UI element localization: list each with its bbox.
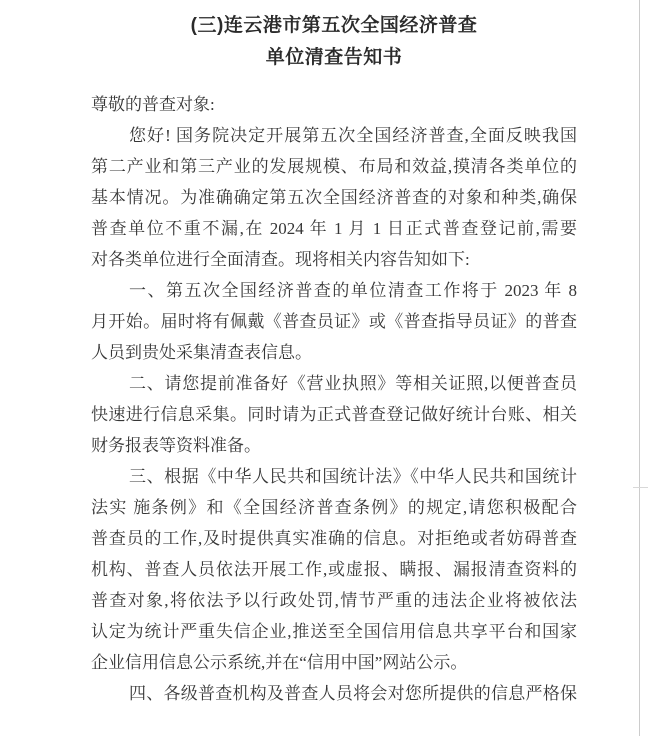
body-line: 基本情况。为准确确定第五次全国经济普查的对象和种类,确保 [91,188,577,207]
body-line: 人员到贵处采集清查表信息。 [91,343,312,362]
body-line: 一、第五次全国经济普查的单位清查工作将于 2023 年 8 [129,281,577,300]
body-line: 三、根据《中华人民共和国统计法》《中华人民共和国统计 [129,467,577,486]
salutation-line: 尊敬的普查对象: [91,95,215,114]
body-line: 普查单位不重不漏,在 2024 年 1 月 1 日正式普查登记前,需要 [91,219,577,238]
scan-artifact-mark [633,487,648,488]
title-line-1: (三)连云港市第五次全国经济普查 [190,15,478,36]
scan-edge-line [639,0,640,736]
document-title [91,10,577,74]
body-line: 认定为统计严重失信企业,推送至全国信用信息共享平台和国家 [91,622,577,641]
body-line: 您好! 国务院决定开展第五次全国经济普查,全面反映我国 [129,126,577,145]
body-line: 四、各级普查机构及普查人员将会对您所提供的信息严格保 [129,684,577,703]
body-line: 对各类单位进行全面清查。现将相关内容告知如下: [91,250,470,269]
body-line: 第二产业和第三产业的发展规模、布局和效益,摸清各类单位的 [91,157,577,176]
body-line: 机构、普查人员依法开展工作,或虚报、瞒报、漏报清查资料的 [91,560,577,579]
body-line: 企业信用信息公示系统,并在“信用中国”网站公示。 [91,653,468,672]
title-line-2: 单位清查告知书 [265,47,403,68]
body-line: 财务报表等资料准备。 [91,436,261,455]
body-line: 月开始。届时将有佩戴《普查员证》或《普查指导员证》的普查 [91,312,577,331]
body-line: 法实 施条例》和《全国经济普查条例》的规定,请您积极配合 [91,498,577,517]
body-line: 快速进行信息采集。同时请为正式普查登记做好统计台账、相关 [91,405,577,424]
body-line: 普查对象,将依法予以行政处罚,情节严重的违法企业将被依法 [91,591,577,610]
document-body [91,89,577,709]
body-line: 二、请您提前准备好《营业执照》等相关证照,以便普查员 [129,374,577,393]
body-line: 普查员的工作,及时提供真实准确的信息。对拒绝或者妨碍普查 [91,529,577,548]
